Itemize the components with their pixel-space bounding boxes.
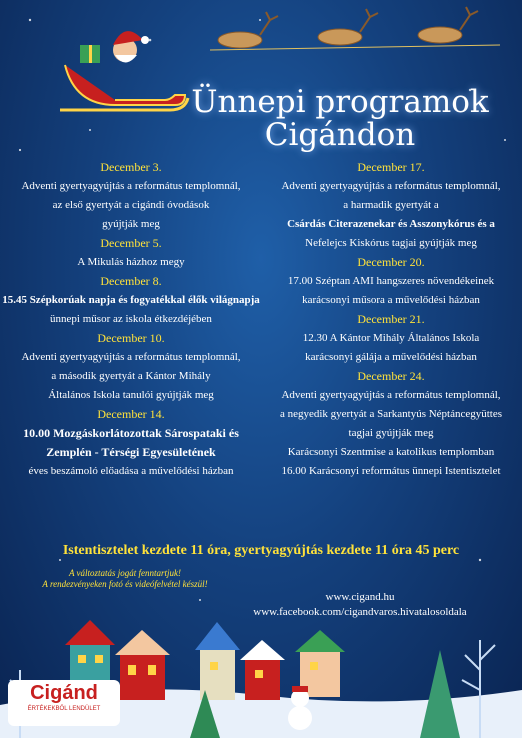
event-line: Adventi gyertyagyújtás a református templomnál, [21, 180, 241, 192]
event-date: December 20. [357, 255, 425, 269]
event-line: a harmadik gyertyát a [343, 199, 439, 211]
disclaimer-line: A rendezvényeken fotó és videófelvétel készül! [42, 579, 208, 589]
event-line: Zemplén - Térségi Egyesületének [46, 445, 216, 459]
event-line: gyújtják meg [102, 218, 160, 230]
event-line: Karácsonyi Szentmise a katolikus templomban [287, 446, 495, 458]
event-line: Nefelejcs Kiskórus tagjai gyújtják meg [305, 237, 477, 249]
facebook-link[interactable]: www.facebook.com/cigandvaros.hivatalosoldala [253, 606, 467, 618]
logo-slogan: ÉRTÉKEKBŐL LENDÜLET [27, 706, 101, 712]
disclaimer-line: A változtatás jogát fenntartjuk! [68, 568, 182, 578]
left-column [2, 158, 260, 481]
event-line: 16.00 Karácsonyi református ünnepi Istentisztelet [281, 465, 501, 477]
event-line: Adventi gyertyagyújtás a református templomnál, [281, 389, 501, 401]
event-line: tagjai gyújtják meg [348, 427, 434, 439]
event-line: karácsonyi gálája a művelődési házban [305, 351, 477, 363]
logo-name: Cigánd [30, 682, 98, 704]
event-line: 12.30 A Kántor Mihály Általános Iskola [302, 332, 480, 344]
event-date: December 17. [357, 160, 425, 174]
event-line: 17.00 Széptan AMI hangszeres növendékeinek [287, 275, 495, 287]
event-line: Adventi gyertyagyújtás a református templomnál, [21, 351, 241, 363]
event-line: ünnepi műsor az iskola étkezdéjében [50, 313, 212, 325]
event-date: December 10. [97, 331, 165, 345]
event-date: December 8. [100, 274, 162, 288]
event-line: Adventi gyertyagyújtás a református templomnál, [281, 180, 501, 192]
event-line: A Mikulás házhoz megy [77, 256, 185, 268]
event-date: December 24. [357, 369, 425, 383]
page-title-line1: Ünnepi programok [191, 84, 489, 120]
event-line: a negyedik gyertyát a Sarkantyús Néptáncegyüttes [279, 408, 503, 420]
event-date: December 3. [100, 160, 162, 174]
right-column [262, 158, 520, 481]
reindeer-icon [200, 5, 520, 65]
event-date: December 21. [357, 312, 425, 326]
event-date: December 5. [100, 236, 162, 250]
footer-schedule: Istentisztelet kezdete 11 óra, gyertyagyújtás kezdete 11 óra 45 perc [62, 543, 460, 558]
disclaimer [20, 568, 230, 590]
event-line: 15.45 Szépkorúak napja és fogyatékkal élők világnapja [2, 294, 260, 306]
event-line: Csárdás Citerazenekar és Asszonykórus és a [287, 218, 495, 230]
event-date: December 14. [97, 407, 165, 421]
event-line: éves beszámoló előadása a művelődési házban [28, 465, 234, 477]
event-line: karácsonyi műsora a művelődési házban [302, 294, 480, 306]
event-line: 10.00 Mozgáskorlátozottak Sárospataki és [23, 426, 239, 440]
event-line: Általános Iskola tanulói gyújtják meg [48, 389, 214, 401]
event-line: a második gyertyát a Kántor Mihály [51, 370, 211, 382]
page-title-line2: Cigándon [264, 117, 416, 153]
event-line: az első gyertyát a cigándi óvodások [52, 199, 210, 211]
cigand-logo [8, 680, 120, 726]
website-link[interactable]: www.cigand.hu [325, 591, 395, 603]
